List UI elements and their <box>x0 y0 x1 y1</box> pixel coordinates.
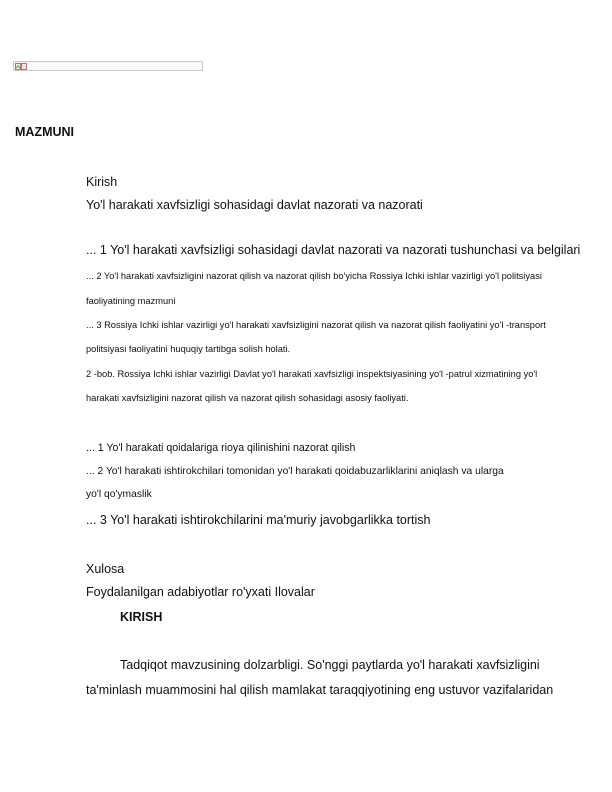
toc-item-chapter1[interactable]: Yo'l harakati xavfsizligi sohasidagi davlat nazorati va nazorati <box>86 198 423 212</box>
intro-paragraph-line-2: ta'minlash muammosini hal qilish mamlakat taraqqiyotining eng ustuvor vazifalaridan <box>86 683 554 697</box>
toc-item-2-1[interactable]: ... 1 Yo'l harakati qoidalariga rioya qilinishini nazorat qilish <box>86 442 356 454</box>
toc-item-2-2-cont[interactable]: yo'l qo'ymaslik <box>86 489 152 500</box>
toc-item-conclusion[interactable]: Xulosa <box>86 562 125 576</box>
toc-heading: MAZMUNI <box>15 125 75 139</box>
toc-item-chapter2-cont[interactable]: harakati xavfsizligini nazorat qilish va nazorat qilish sohasidagi asosiy faoliyati. <box>86 393 409 403</box>
toc-item-1-1[interactable]: ... 1 Yo'l harakati xavfsizligi sohasidagi davlat nazorati va nazorati tushunchasi va belgilari <box>86 243 581 257</box>
broken-image-placeholder <box>13 61 203 71</box>
toc-item-1-3[interactable]: ... 3 Rossiya Ichki ishlar vazirligi yo'l harakati xavfsizligini nazorat qilish va nazorat qilish faoliyatini yo'l -transport <box>86 320 546 330</box>
toc-item-chapter2[interactable]: 2 -bob. Rossiya Ichki ishlar vazirligi Davlat yo'l harakati xavfsizligi inspektsiyasining yo'l -patrul xizmatining yo'l <box>86 369 538 379</box>
intro-heading: KIRISH <box>120 610 163 624</box>
toc-item-2-2[interactable]: ... 2 Yo'l harakati ishtirokchilari tomonidan yo'l harakati qoidabuzarliklarini aniqlash va ularga <box>86 466 504 477</box>
toc-item-references[interactable]: Foydalanilgan adabiyotlar ro'yxati Ilovalar <box>86 585 315 599</box>
toc-item-1-3-cont[interactable]: politsiyasi faoliyatini huquqiy tartibga solish holati. <box>86 344 291 354</box>
toc-item-intro[interactable]: Kirish <box>86 175 118 189</box>
intro-paragraph-line-1: Tadqiqot mavzusining dolzarbligi. So'nggi paytlarda yo'l harakati xavfsizligini <box>120 658 540 672</box>
toc-item-1-2-cont[interactable]: faoliyatining mazmuni <box>86 296 176 306</box>
toc-item-1-2[interactable]: ... 2 Yo'l harakati xavfsizligini nazorat qilish va nazorat qilish bo'yicha Rossiya Ichki ishlar vazirligi yo'l politsiyasi <box>86 271 542 281</box>
toc-item-2-3[interactable]: ... 3 Yo'l harakati ishtirokchilarini ma'muriy javobgarlikka tortish <box>86 513 431 527</box>
broken-image-icon <box>15 63 27 70</box>
